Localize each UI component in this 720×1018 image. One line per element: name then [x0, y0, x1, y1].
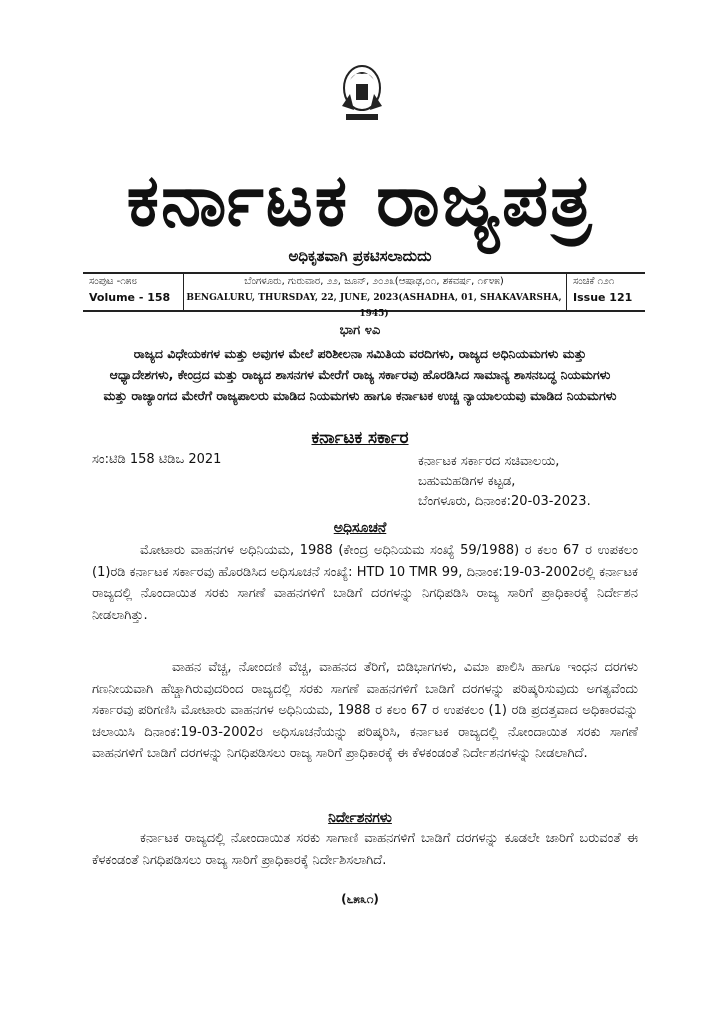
issue-info-bar	[83, 272, 645, 319]
reference-number: ಸಂ:ಟಿಡಿ 158 ಟಿಡಿಒ 2021	[92, 452, 222, 467]
office-line-3: ಬೆಂಗಳೂರು, ದಿನಾಂಕ:20-03-2023.	[418, 494, 591, 509]
date-kannada: ಬೆಂಗಳೂರು, ಗುರುವಾರ, ೨೨, ಜೂನ್, ೨೦೨೩(ಆಷಾಢ,೦೧, ಶಕವರ್ಷ, ೧೯೪೫)	[244, 276, 504, 287]
notification-paragraph-1: ಮೋಟಾರು ವಾಹನಗಳ ಅಧಿನಿಯಮ, 1988 (ಕೇಂದ್ರ ಅಧಿನಿಯಮ ಸಂಖ್ಯೆ 59/1988) ರ ಕಲಂ 67 ರ ಉಪಕಲಂ (1)ರಡಿ ಕರ್ನಾಟಕ ಸರ್ಕಾರವು ಹೊರಡಿಸಿದ ಅಧಿಸೂಚನೆ ಸಂಖ್ಯೆ: HTD 10 TMR 99, ದಿನಾಂಕ:19-03-2002ರಲ್ಲಿ ಕರ್ನಾಟಕ ರಾಜ್ಯದಲ್ಲಿ ನೊಂದಾಯಿತ ಸರಕು ಸಾಗಣೆ ವಾಹನಗಳಿಗೆ ಬಾಡಿಗೆ ದರಗಳನ್ನು ನಿಗಧಿಪಡಿಸಿ ರಾಜ್ಯ ಸಾರಿಗೆ ಪ್ರಾಧಿಕಾರಕ್ಕೆ ನಿರ್ದೇಶನ ನೀಡಲಾಗಿತ್ತು.	[92, 543, 638, 623]
issue-english: Issue 121	[573, 291, 633, 304]
government-heading: ಕರ್ನಾಟಕ ಸರ್ಕಾರ	[311, 428, 409, 448]
volume-cell	[83, 274, 184, 310]
office-address	[418, 452, 591, 512]
notification-title: ಅಧಿಸೂಚನೆ	[333, 520, 387, 536]
state-emblem-icon	[336, 58, 388, 124]
issue-cell	[566, 274, 645, 310]
volume-kannada: ಸಂಪುಟ -೧೫೮	[89, 276, 137, 287]
office-line-1: ಕರ್ನಾಟಕ ಸರ್ಕಾರದ ಸಚಿವಾಲಯ,	[418, 454, 560, 469]
gazette-subtitle: ಅಧಿಕೃತವಾಗಿ ಪ್ರಕಟಿಸಲಾದುದು	[288, 247, 432, 265]
gazette-masthead: ಕರ್ನಾಟಕ ರಾಜ್ಯಪತ್ರ	[126, 158, 594, 242]
date-english: BENGALURU, THURSDAY, 22, JUNE, 2023(ASHADHA, 01, SHAKAVARSHA, 1945)	[186, 293, 562, 319]
directions-paragraph: ಕರ್ನಾಟಕ ರಾಜ್ಯದಲ್ಲಿ ನೋಂದಾಯಿತ ಸರಕು ಸಾಗಾಣಿ ವಾಹನಗಳಿಗೆ ಬಾಡಿಗೆ ದರಗಳನ್ನು ಕೂಡಲೇ ಜಾರಿಗೆ ಬರುವಂತೆ ಈ ಕೆಳಕಂಡಂತೆ ನಿಗಧಿಪಡಿಸಲು ರಾಜ್ಯ ಸಾರಿಗೆ ಪ್ರಾಧಿಕಾರಕ್ಕೆ ನಿರ್ದೇಶಿಸಲಾಗಿದೆ.	[92, 831, 638, 868]
notification-paragraph-2: ವಾಹನ ವೆಚ್ಚ, ನೋಂದಣಿ ವೆಚ್ಚ, ವಾಹನದ ತೆರಿಗೆ, ಬಿಡಿಭಾಗಗಳು, ವಿಮಾ ಪಾಲಿಸಿ ಹಾಗೂ ಇಂಧನ ದರಗಳು ಗಣನೀಯವಾಗಿ ಹೆಚ್ಚಾಗಿರುವುದರಿಂದ ರಾಜ್ಯದಲ್ಲಿ ಸರಕು ಸಾಗಣೆ ವಾಹನಗಳಿಗೆ ಬಾಡಿಗೆ ದರಗಳನ್ನು ಪರಿಷ್ಕರಿಸುವುದು ಅಗತ್ಯವೆಂದು ಸರ್ಕಾರವು ಪರಿಗಣಿಸಿ ಮೋಟಾರು ವಾಹನಗಳ ಅಧಿನಿಯಮ, 1988 ರ ಕಲಂ 67 ರ ಉಪಕಲಂ (1) ರಡಿ ಪ್ರದತ್ತವಾದ ಅಧಿಕಾರವನ್ನು ಚಲಾಯಿಸಿ ದಿನಾಂಕ:19-03-2002ರ ಅಧಿಸೂಚನೆಯನ್ನು ಪರಿಷ್ಕರಿಸಿ, ಕರ್ನಾಟಕ ರಾಜ್ಯದಲ್ಲಿ ನೋಂದಾಯಿತ ಸರಕು ಸಾಗಣೆ ವಾಹನಗಳಿಗೆ ಬಾಡಿಗೆ ದರಗಳನ್ನು ನಿಗಧಿಪಡಿಸಲು ರಾಜ್ಯ ಸಾರಿಗೆ ಪ್ರಾಧಿಕಾರಕ್ಕೆ ಈ ಕೆಳಕಂಡಂತೆ ನಿರ್ದೇಶನಗಳನ್ನು ನೀಡಲಾಗಿದೆ.	[92, 660, 638, 761]
page-number: (೬೫೩೧)	[341, 892, 379, 906]
date-cell	[184, 274, 564, 319]
part-description: ರಾಜ್ಯದ ವಿಧೇಯಕಗಳ ಮತ್ತು ಅವುಗಳ ಮೇಲೆ ಪರಿಶೀಲನಾ ಸಮಿತಿಯ ವರದಿಗಳು, ರಾಜ್ಯದ ಅಧಿನಿಯಮಗಳು ಮತ್ತು ಆಧ್ಯಾದೇಶಗಳು, ಕೇಂದ್ರದ ಮತ್ತು ರಾಜ್ಯದ ಶಾಸನಗಳ ಮೇರೆಗೆ ರಾಜ್ಯ ಸರ್ಕಾರವು ಹೊರಡಿಸಿದ ಸಾಮಾನ್ಯ ಶಾಸನಬದ್ಧ ನಿಯಮಗಳು ಮತ್ತು ರಾಜ್ಯಾಂಗದ ಮೇರೆಗೆ ರಾಜ್ಯಪಾಲರು ಮಾಡಿದ ನಿಯಮಗಳು ಹಾಗೂ ಕರ್ನಾಟಕ ಉಚ್ಚ ನ್ಯಾಯಾಲಯವು ಮಾಡಿದ ನಿಯಮಗಳು	[103, 346, 617, 403]
issue-kannada: ಸಂಚಿಕೆ ೧೨೧	[573, 276, 615, 287]
directions-title: ನಿರ್ದೇಶನಗಳು	[328, 810, 392, 826]
office-line-2: ಬಹುಮಹಡಿಗಳ ಕಟ್ಟಡ,	[418, 474, 516, 489]
volume-english: Volume - 158	[89, 291, 171, 304]
part-label: ಭಾಗ ೪ಎ	[339, 323, 381, 338]
